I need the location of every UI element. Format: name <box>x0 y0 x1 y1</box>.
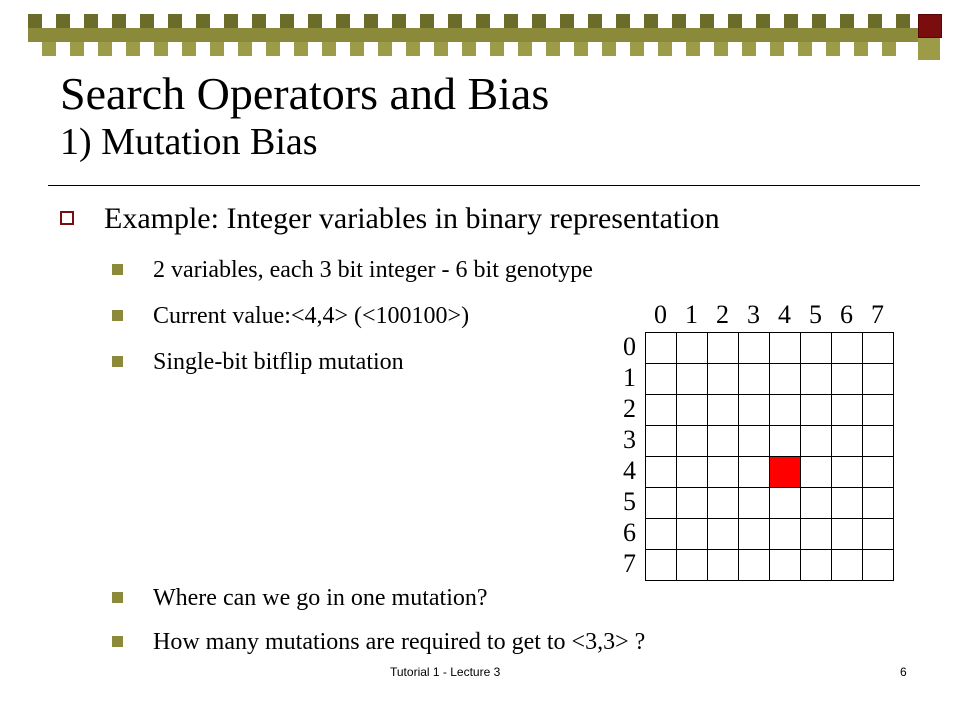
corner-square-olive <box>918 38 940 60</box>
grid-cell <box>708 395 739 426</box>
title-divider <box>48 185 920 186</box>
sub-bullet-2 <box>112 302 469 330</box>
header-checker-square <box>336 14 350 28</box>
slide-subtitle: 1) Mutation Bias <box>60 121 318 163</box>
sub-bullet-1 <box>112 256 593 284</box>
corner-square-dark <box>918 14 942 38</box>
header-checker-square <box>672 14 686 28</box>
sub-bullet-text: How many mutations are required to get to <3,3> ? <box>153 629 646 655</box>
grid-cell <box>646 519 677 550</box>
grid-cell <box>801 426 832 457</box>
header-checker-square <box>154 42 168 56</box>
header-checker-square <box>476 14 490 28</box>
grid-row-label: 2 <box>623 394 636 423</box>
header-checker-square <box>462 42 476 56</box>
grid-cell <box>801 519 832 550</box>
grid-cell <box>832 519 863 550</box>
grid-cell <box>677 519 708 550</box>
grid-cell <box>708 457 739 488</box>
header-checker-square <box>658 42 672 56</box>
grid-cell <box>708 550 739 581</box>
square-bullet-icon <box>60 211 74 225</box>
grid-cell <box>646 457 677 488</box>
header-checker-square <box>112 14 126 28</box>
grid-cell <box>708 364 739 395</box>
grid-cell <box>646 550 677 581</box>
grid-cell <box>677 364 708 395</box>
sub-bullet-text: Where can we go in one mutation? <box>153 585 488 611</box>
grid-cell <box>739 457 770 488</box>
header-checker-square <box>854 42 868 56</box>
grid-cell <box>677 395 708 426</box>
grid-cell <box>832 550 863 581</box>
header-checker-square <box>140 14 154 28</box>
header-checker-square <box>280 14 294 28</box>
sub-bullet-4 <box>112 584 488 612</box>
grid-cell <box>832 364 863 395</box>
bullet-icon <box>112 636 123 647</box>
grid-column-label: 5 <box>809 300 822 329</box>
grid-cell <box>832 426 863 457</box>
header-checker-square <box>798 42 812 56</box>
grid-row-label: 3 <box>623 425 636 454</box>
header-checker-square <box>630 42 644 56</box>
grid-cell <box>770 426 801 457</box>
grid-row-label: 7 <box>623 549 636 578</box>
header-checker-square <box>756 14 770 28</box>
header-checker-square <box>182 42 196 56</box>
grid-column-label: 1 <box>685 300 698 329</box>
header-checker-square <box>266 42 280 56</box>
grid-cell <box>708 488 739 519</box>
header-checker-square <box>70 42 84 56</box>
header-checker-square <box>238 42 252 56</box>
grid-row-label: 4 <box>623 456 636 485</box>
slide-title: Search Operators and Bias <box>60 68 550 119</box>
header-checker-square <box>350 42 364 56</box>
grid-cell <box>646 488 677 519</box>
header-checker-square <box>882 42 896 56</box>
grid-cell <box>770 395 801 426</box>
header-checker-square <box>308 14 322 28</box>
grid-row-label: 6 <box>623 518 636 547</box>
grid-cell <box>801 550 832 581</box>
header-checker-square <box>196 14 210 28</box>
grid-cell <box>832 333 863 364</box>
grid-cell <box>863 457 894 488</box>
grid-cell <box>801 364 832 395</box>
grid-cell <box>770 488 801 519</box>
grid-cell <box>708 519 739 550</box>
header-checker-square <box>560 14 574 28</box>
header-checker-square <box>168 14 182 28</box>
bullet-icon <box>112 310 123 321</box>
grid-cell <box>739 333 770 364</box>
grid-cell <box>863 395 894 426</box>
header-checker-square <box>518 42 532 56</box>
grid-cell <box>801 333 832 364</box>
grid-cell <box>677 457 708 488</box>
sub-bullet-text: Single-bit bitflip mutation <box>153 349 404 375</box>
grid-cell <box>770 364 801 395</box>
sub-bullet-text: Current value:<4,4> (<100100>) <box>153 303 470 329</box>
grid-cell <box>863 519 894 550</box>
grid-column-label: 3 <box>747 300 760 329</box>
grid-cell <box>801 488 832 519</box>
header-checker-square <box>868 14 882 28</box>
header-checker-square <box>784 14 798 28</box>
grid-cell <box>770 333 801 364</box>
grid-cell <box>770 519 801 550</box>
header-checker-square <box>378 42 392 56</box>
sub-bullet-5 <box>112 628 645 656</box>
header-checker-square <box>56 14 70 28</box>
main-bullet-text: Example: Integer variables in binary representation <box>104 202 720 235</box>
grid-cell <box>677 550 708 581</box>
grid-cell <box>832 488 863 519</box>
grid-cell <box>646 364 677 395</box>
grid-cell-current <box>770 457 801 488</box>
header-checker-square <box>406 42 420 56</box>
header-decoration <box>28 14 940 56</box>
header-checker-square <box>742 42 756 56</box>
genotype-grid <box>645 332 894 581</box>
header-checker-square <box>434 42 448 56</box>
header-checker-square <box>588 14 602 28</box>
grid-cell <box>708 426 739 457</box>
grid-row-label: 0 <box>623 332 636 361</box>
grid-cell <box>801 395 832 426</box>
bullet-icon <box>112 592 123 603</box>
header-checker-square <box>98 42 112 56</box>
header-checker-square <box>826 42 840 56</box>
header-checker-square <box>532 14 546 28</box>
header-checker-square <box>42 42 56 56</box>
grid-cell <box>646 333 677 364</box>
header-checker-square <box>84 14 98 28</box>
grid-cell <box>739 550 770 581</box>
sub-bullet-text: 2 variables, each 3 bit integer - 6 bit genotype <box>153 257 593 283</box>
grid-cell <box>646 426 677 457</box>
header-checker-square <box>574 42 588 56</box>
header-checker-square <box>224 14 238 28</box>
grid-cell <box>770 550 801 581</box>
grid-column-label: 2 <box>716 300 729 329</box>
header-checker-square <box>840 14 854 28</box>
grid-cell <box>863 550 894 581</box>
grid-cell <box>739 395 770 426</box>
header-checker-square <box>644 14 658 28</box>
grid-cell <box>739 364 770 395</box>
header-checker-square <box>252 14 266 28</box>
grid-cell <box>863 333 894 364</box>
grid-cell <box>832 395 863 426</box>
header-checker-square <box>490 42 504 56</box>
header-checker-square <box>812 14 826 28</box>
grid-cell <box>801 457 832 488</box>
sub-bullet-3 <box>112 348 404 376</box>
header-checker-square <box>602 42 616 56</box>
header-checker-square <box>126 42 140 56</box>
grid-cell <box>646 395 677 426</box>
footer-text: Tutorial 1 - Lecture 3 <box>390 665 501 679</box>
grid-cell <box>739 426 770 457</box>
header-checker-square <box>714 42 728 56</box>
grid-column-label: 7 <box>871 300 884 329</box>
grid-row-label: 1 <box>623 363 636 392</box>
main-bullet <box>60 202 720 236</box>
grid-cell <box>739 488 770 519</box>
grid-cell <box>863 426 894 457</box>
header-checker-square <box>504 14 518 28</box>
grid-cell <box>708 333 739 364</box>
header-checker-square <box>770 42 784 56</box>
header-checker-square <box>700 14 714 28</box>
bullet-icon <box>112 264 123 275</box>
grid-cell <box>677 426 708 457</box>
header-checker-square <box>896 14 910 28</box>
grid-column-label: 4 <box>778 300 791 329</box>
header-checker-square <box>364 14 378 28</box>
header-checker-square <box>686 42 700 56</box>
header-checker-square <box>28 14 42 28</box>
page-number: 6 <box>900 665 907 679</box>
grid-column-label: 6 <box>840 300 853 329</box>
header-checker-square <box>294 42 308 56</box>
header-checker-square <box>616 14 630 28</box>
grid-column-label: 0 <box>654 300 667 329</box>
grid-cell <box>739 519 770 550</box>
grid-row-label: 5 <box>623 487 636 516</box>
header-checker <box>28 14 940 56</box>
header-checker-square <box>322 42 336 56</box>
grid-cell <box>832 457 863 488</box>
bullet-icon <box>112 356 123 367</box>
header-checker-square <box>210 42 224 56</box>
grid-cell <box>677 333 708 364</box>
header-checker-square <box>728 14 742 28</box>
grid-cell <box>677 488 708 519</box>
header-checker-square <box>546 42 560 56</box>
header-checker-square <box>420 14 434 28</box>
header-checker-square <box>448 14 462 28</box>
grid-cell <box>863 488 894 519</box>
header-checker-square <box>392 14 406 28</box>
grid-cell <box>863 364 894 395</box>
